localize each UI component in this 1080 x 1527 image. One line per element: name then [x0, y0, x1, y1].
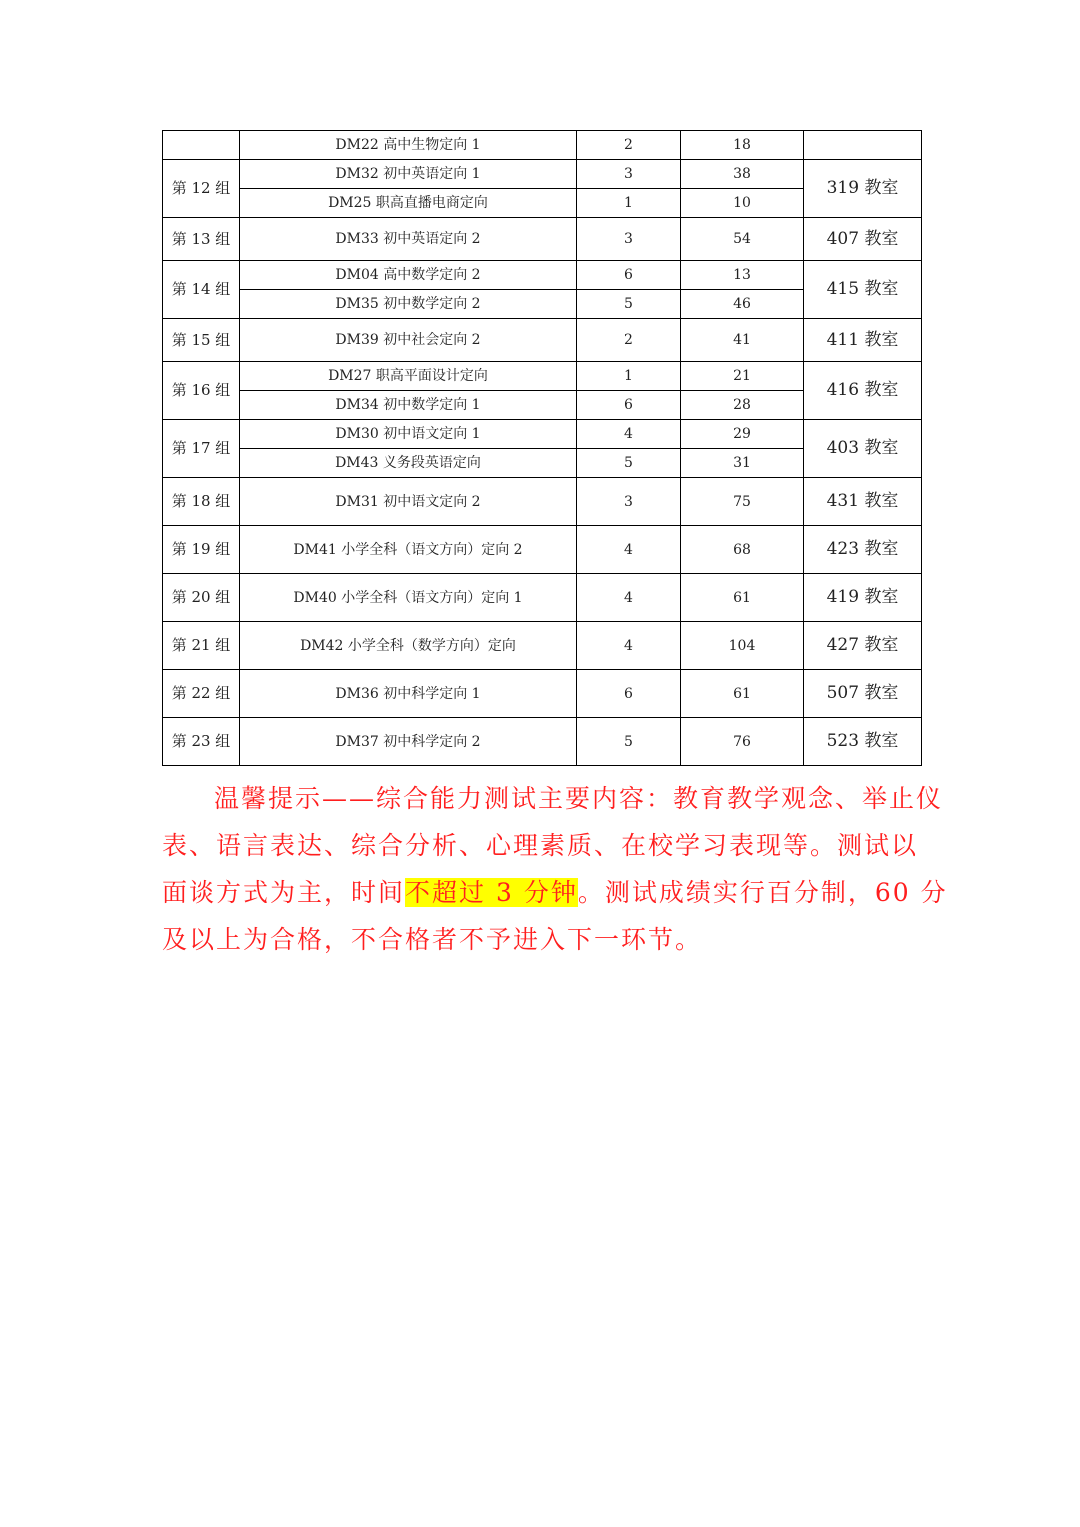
count-cell: 2 — [577, 131, 681, 160]
tip-line-2: 表、语言表达、综合分析、心理素质、在校学习表现等。测试以 — [162, 831, 919, 860]
room-cell: 523 教室 — [804, 718, 922, 766]
group-cell: 第 23 组 — [163, 718, 240, 766]
tip-line-3-post: 。测试成绩实行百分制，60 分 — [577, 878, 948, 907]
ticket-cell: 21 — [681, 362, 804, 391]
table-row — [163, 218, 922, 261]
time-limit-highlight: 不超过 3 分钟 — [405, 878, 578, 907]
count-cell: 1 — [577, 362, 681, 391]
room-cell: 427 教室 — [804, 622, 922, 670]
ticket-cell: 46 — [681, 290, 804, 319]
ticket-cell: 31 — [681, 449, 804, 478]
count-cell: 3 — [577, 160, 681, 189]
ticket-cell: 38 — [681, 160, 804, 189]
count-cell: 5 — [577, 449, 681, 478]
ticket-cell: 10 — [681, 189, 804, 218]
group-cell: 第 12 组 — [163, 160, 240, 218]
major-cell: DM36 初中科学定向 1 — [240, 670, 577, 718]
table-row — [163, 160, 922, 189]
ticket-cell: 68 — [681, 526, 804, 574]
count-cell: 3 — [577, 218, 681, 261]
major-cell: DM31 初中语文定向 2 — [240, 478, 577, 526]
count-cell: 4 — [577, 420, 681, 449]
room-cell: 423 教室 — [804, 526, 922, 574]
group-cell: 第 18 组 — [163, 478, 240, 526]
room-cell: 319 教室 — [804, 160, 922, 218]
count-cell: 2 — [577, 319, 681, 362]
major-cell: DM37 初中科学定向 2 — [240, 718, 577, 766]
ticket-cell: 61 — [681, 574, 804, 622]
tip-line-1 — [162, 775, 944, 822]
room-cell: 507 教室 — [804, 670, 922, 718]
table-row — [163, 526, 922, 574]
group-cell: 第 13 组 — [163, 218, 240, 261]
group-cell: 第 14 组 — [163, 261, 240, 319]
ticket-cell: 54 — [681, 218, 804, 261]
tip-line-3-pre: 面谈方式为主，时间 — [162, 878, 406, 907]
ticket-cell: 104 — [681, 622, 804, 670]
ticket-cell: 29 — [681, 420, 804, 449]
count-cell: 6 — [577, 261, 681, 290]
major-cell: DM43 义务段英语定向 — [240, 449, 577, 478]
group-cell: 第 22 组 — [163, 670, 240, 718]
group-cell: 第 16 组 — [163, 362, 240, 420]
ticket-cell: 18 — [681, 131, 804, 160]
tip-line-1-text: 温馨提示——综合能力测试主要内容：教育教学观念、举止仪 — [214, 784, 944, 813]
count-cell: 5 — [577, 718, 681, 766]
room-cell: 411 教室 — [804, 319, 922, 362]
major-cell: DM42 小学全科（数学方向）定向 — [240, 622, 577, 670]
room-cell: 407 教室 — [804, 218, 922, 261]
ticket-cell: 28 — [681, 391, 804, 420]
ticket-cell: 13 — [681, 261, 804, 290]
major-cell: DM04 高中数学定向 2 — [240, 261, 577, 290]
major-cell: DM34 初中数学定向 1 — [240, 391, 577, 420]
count-cell: 4 — [577, 526, 681, 574]
major-cell: DM33 初中英语定向 2 — [240, 218, 577, 261]
tip-line-3 — [162, 869, 948, 916]
major-cell: DM25 职高直播电商定向 — [240, 189, 577, 218]
count-cell: 5 — [577, 290, 681, 319]
table-row — [163, 131, 922, 160]
count-cell: 6 — [577, 670, 681, 718]
group-cell: 第 21 组 — [163, 622, 240, 670]
room-cell — [804, 131, 922, 160]
table-row — [163, 622, 922, 670]
major-cell: DM39 初中社会定向 2 — [240, 319, 577, 362]
table-row — [163, 718, 922, 766]
room-cell: 403 教室 — [804, 420, 922, 478]
tip-line-4: 及以上为合格，不合格者不予进入下一环节。 — [162, 925, 703, 954]
group-cell: 第 17 组 — [163, 420, 240, 478]
table-row — [163, 261, 922, 290]
major-cell: DM32 初中英语定向 1 — [240, 160, 577, 189]
room-cell: 431 教室 — [804, 478, 922, 526]
major-cell: DM40 小学全科（语文方向）定向 1 — [240, 574, 577, 622]
schedule-table — [162, 130, 922, 766]
table-row — [163, 670, 922, 718]
ticket-cell: 61 — [681, 670, 804, 718]
ticket-cell: 75 — [681, 478, 804, 526]
room-cell: 416 教室 — [804, 362, 922, 420]
ticket-cell: 41 — [681, 319, 804, 362]
major-cell: DM30 初中语文定向 1 — [240, 420, 577, 449]
ticket-cell: 76 — [681, 718, 804, 766]
major-cell: DM27 职高平面设计定向 — [240, 362, 577, 391]
count-cell: 3 — [577, 478, 681, 526]
table-row — [163, 362, 922, 391]
count-cell: 6 — [577, 391, 681, 420]
count-cell: 1 — [577, 189, 681, 218]
major-cell: DM41 小学全科（语文方向）定向 2 — [240, 526, 577, 574]
major-cell: DM35 初中数学定向 2 — [240, 290, 577, 319]
table-row — [163, 478, 922, 526]
room-cell: 415 教室 — [804, 261, 922, 319]
count-cell: 4 — [577, 622, 681, 670]
room-cell: 419 教室 — [804, 574, 922, 622]
group-cell: 第 15 组 — [163, 319, 240, 362]
table-row — [163, 574, 922, 622]
count-cell: 4 — [577, 574, 681, 622]
table-row — [163, 420, 922, 449]
group-cell: 第 19 组 — [163, 526, 240, 574]
major-cell: DM22 高中生物定向 1 — [240, 131, 577, 160]
table-row — [163, 319, 922, 362]
group-cell: 第 20 组 — [163, 574, 240, 622]
group-cell — [163, 131, 240, 160]
tip-paragraph — [162, 775, 948, 963]
